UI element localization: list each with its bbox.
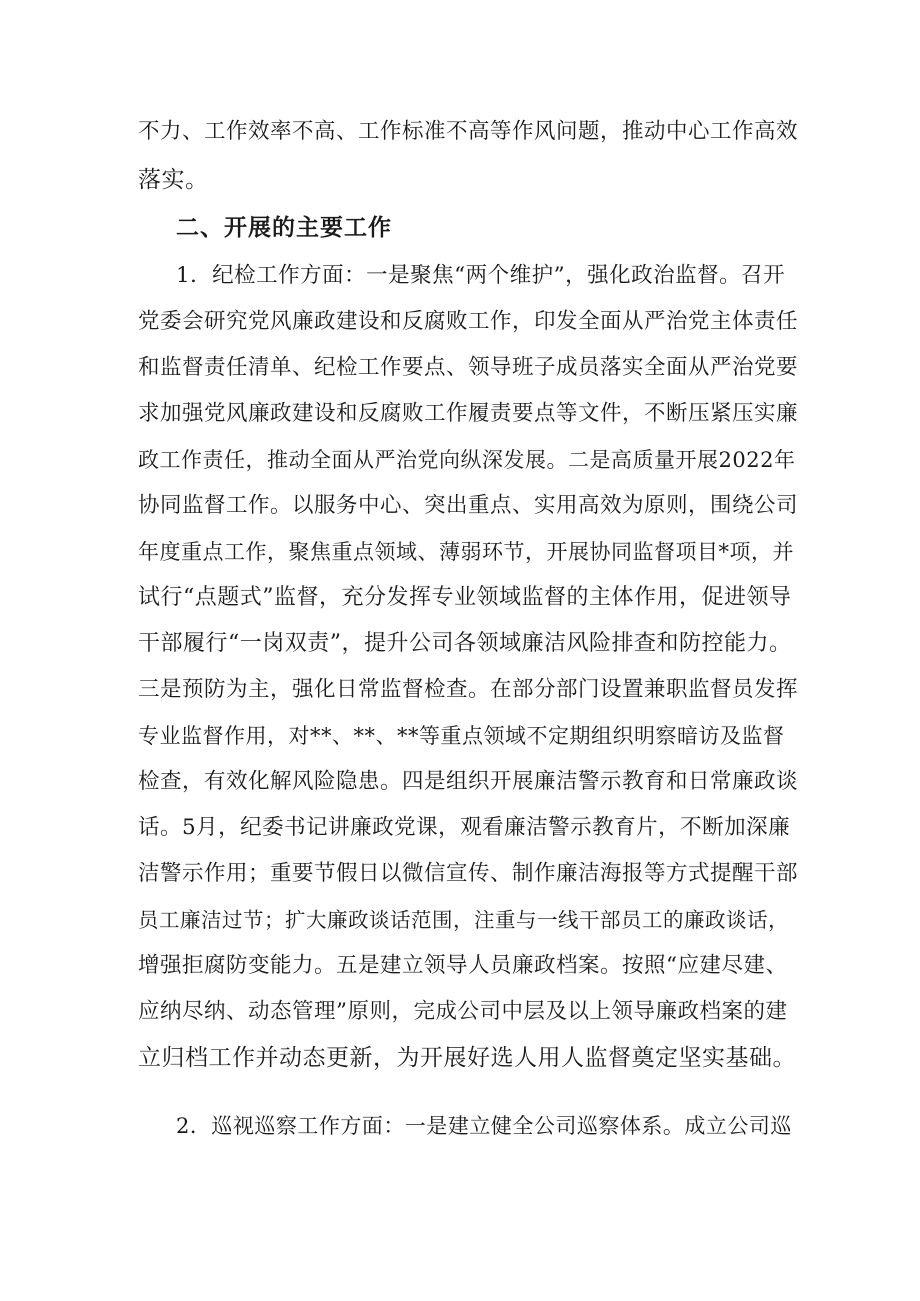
intro-line-1: 不力、工作效率不高、工作标准不高等作风问题，推动中心工作高效 [138, 119, 799, 144]
intro-line-2: 落实。 [138, 167, 209, 193]
paragraph-2-line-1: 2．巡视巡察工作方面：一是建立健全公司巡察体系。成立公司巡 [176, 1114, 792, 1138]
paragraph-1-line-9: 干部履行“一岗双责”，提升公司各领域廉洁风险排查和防控能力。 [138, 631, 792, 656]
paragraph-1-line-3: 和监督责任清单、纪检工作要点、领导班子成员落实全面从严治党要 [138, 355, 799, 380]
paragraph-1-line-14: 洁警示作用；重要节假日以微信宣传、制作廉洁海报等方式提醒干部 [138, 861, 799, 886]
paragraph-1-line-7: 年度重点工作，聚焦重点领域、薄弱环节，开展协同监督项目*项，并 [138, 540, 794, 564]
paragraph-1-line-10: 三是预防为主，强化日常监督检查。在部分部门设置兼职监督员发挥 [138, 677, 799, 702]
paragraph-1-line-12: 检查，有效化解风险隐患。四是组织开展廉洁警示教育和日常廉政谈 [138, 769, 799, 794]
paragraph-1-line-15: 员工廉洁过节；扩大廉政谈话范围，注重与一线干部员工的廉政谈话， [138, 908, 789, 932]
paragraph-1-line-8: 试行“点题式”监督，充分发挥专业领域监督的主体作用，促进领导 [138, 585, 792, 610]
paragraph-1-line-13: 话。5月，纪委书记讲廉政党课，观看廉洁警示教育片，不断加深廉 [138, 815, 791, 840]
paragraph-1-line-6: 协同监督工作。以服务中心、突出重点、实用高效为原则，围绕公司 [138, 493, 799, 518]
paragraph-1-line-16: 增强拒腐防变能力。五是建立领导人员廉政档案。按照“应建尽建、 [138, 953, 788, 978]
paragraph-1-line-1: 1．纪检工作方面：一是聚焦“两个维护”，强化政治监督。召开 [176, 263, 786, 288]
paragraph-1-line-4: 求加强党风廉政建设和反腐败工作履责要点等文件，不断压紧压实廉 [138, 401, 799, 426]
paragraph-1-line-17: 应纳尽纳、动态管理”原则，完成公司中层及以上领导廉政档案的建 [138, 999, 788, 1024]
paragraph-1-line-5: 政工作责任，推动全面从严治党向纵深发展。二是高质量开展2022年 [138, 448, 796, 472]
paragraph-1-line-2: 党委会研究党风廉政建设和反腐败工作，印发全面从严治党主体责任 [138, 309, 799, 334]
section-heading: 二、开展的主要工作 [176, 215, 392, 241]
paragraph-1-line-18: 立归档工作并动态更新，为开展好选人用人监督奠定坚实基础。 [138, 1045, 796, 1071]
paragraph-1-line-11: 专业监督作用，对**、**、**等重点领域不定期组织明察暗访及监督 [138, 724, 785, 748]
